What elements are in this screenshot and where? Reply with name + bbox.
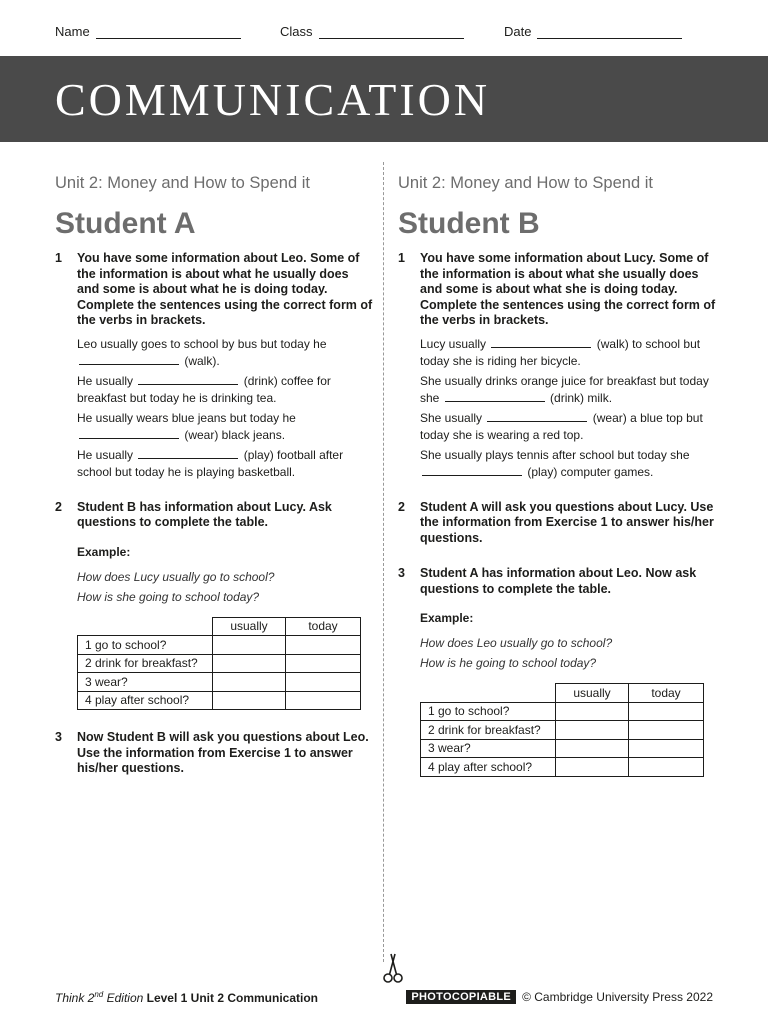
table-row	[421, 721, 704, 740]
exercise-instruction: Student A has information about Leo. Now ask questions to complete the table.	[420, 566, 697, 596]
exercise-instruction: Student B has information about Lucy. Ask questions to complete the table.	[77, 499, 332, 529]
exercise-2	[55, 500, 373, 711]
sentence-text: (wear) black jeans.	[184, 428, 286, 442]
exercise-number: 3	[398, 566, 405, 580]
answer-cell[interactable]	[286, 636, 361, 655]
answer-table	[420, 683, 704, 777]
exercise-1	[398, 251, 716, 482]
row-label: 4 play after school?	[421, 758, 556, 777]
sentence-4	[77, 447, 373, 482]
table-corner	[78, 617, 213, 636]
exercise-3	[55, 730, 373, 777]
table-header-row	[78, 617, 361, 636]
exercise-instruction: You have some information about Lucy. Some of the information is about what she usually does and some is about what she is doing today. Complete the sentences using the correct form of the verbs in brackets.	[420, 251, 716, 327]
example-questions	[77, 567, 373, 607]
sentence-text: (walk).	[184, 354, 220, 368]
example-question: How does Lucy usually go to school?	[77, 569, 275, 584]
sentence-text: He usually	[77, 373, 134, 388]
class-field[interactable]	[280, 24, 464, 39]
exercise-2	[398, 500, 716, 547]
exercise-instruction: You have some information about Leo. Some of the information is about what he usually does and some is about what he is doing today. Complete the sentences using the correct form of the verbs in brackets.	[77, 251, 373, 327]
answer-cell[interactable]	[213, 673, 286, 692]
table-header-row	[421, 684, 704, 703]
answer-blank[interactable]	[445, 390, 545, 402]
answer-cell[interactable]	[213, 654, 286, 673]
answer-cell[interactable]	[556, 721, 629, 740]
answer-blank[interactable]	[422, 464, 522, 476]
exercise-number: 3	[55, 730, 62, 744]
name-line[interactable]	[96, 25, 241, 39]
level-info: Level 1 Unit 2 Communication	[143, 991, 318, 1005]
column-header-today: today	[286, 617, 361, 636]
cut-line	[383, 162, 384, 962]
date-field[interactable]	[504, 24, 682, 39]
sentence-3	[77, 410, 373, 445]
sentence-2	[420, 373, 716, 408]
answer-blank[interactable]	[138, 447, 238, 459]
answer-cell[interactable]	[213, 691, 286, 710]
sentence-1	[420, 336, 716, 371]
exercise-number: 2	[398, 499, 405, 514]
sentence-1	[77, 336, 373, 371]
photocopiable-badge: PHOTOCOPIABLE	[406, 990, 516, 1004]
answer-blank[interactable]	[79, 427, 179, 439]
edition-superscript: nd	[94, 990, 104, 999]
exercise-3	[398, 566, 716, 777]
sentence-text: Lucy usually	[420, 336, 487, 351]
table-row	[421, 702, 704, 721]
column-header-today: today	[629, 684, 704, 703]
table-row	[78, 673, 361, 692]
sentence-3	[420, 410, 716, 445]
example-label: Example:	[420, 611, 474, 625]
example-questions	[420, 633, 716, 673]
sentence-text: (walk) to school but today she is riding her bicycle.	[420, 336, 701, 368]
copyright-text: © Cambridge University Press 2022	[522, 990, 713, 1004]
table-row	[78, 654, 361, 673]
title-banner	[0, 56, 768, 142]
name-label: Name	[55, 24, 90, 39]
row-label: 3 wear?	[78, 673, 213, 692]
answer-blank[interactable]	[491, 336, 591, 348]
student-b-column	[398, 174, 716, 777]
answer-cell[interactable]	[286, 654, 361, 673]
table-row	[78, 691, 361, 710]
sentence-4	[420, 447, 716, 482]
row-label: 1 go to school?	[78, 636, 213, 655]
answer-cell[interactable]	[629, 758, 704, 777]
answer-blank[interactable]	[79, 353, 179, 365]
unit-title: Unit 2: Money and How to Spend it	[55, 174, 310, 192]
sentence-text: She usually plays tennis after school but today she	[420, 447, 690, 462]
date-label: Date	[504, 24, 532, 39]
header-fields	[55, 24, 688, 42]
answer-cell[interactable]	[629, 702, 704, 721]
answer-blank[interactable]	[487, 410, 587, 422]
answer-cell[interactable]	[286, 691, 361, 710]
edition-word: Edition	[103, 991, 144, 1005]
sentence-text: (drink) milk.	[550, 391, 613, 405]
column-header-usually: usually	[213, 617, 286, 636]
book-credit	[55, 990, 318, 1005]
row-label: 3 wear?	[421, 739, 556, 758]
column-header-usually: usually	[556, 684, 629, 703]
row-label: 4 play after school?	[78, 691, 213, 710]
student-heading: Student B	[398, 207, 540, 240]
row-label: 2 drink for breakfast?	[78, 654, 213, 673]
class-line[interactable]	[319, 25, 464, 39]
table-row	[421, 758, 704, 777]
student-heading: Student A	[55, 207, 196, 240]
unit-title: Unit 2: Money and How to Spend it	[398, 174, 653, 192]
answer-cell[interactable]	[286, 673, 361, 692]
example-question: How is he going to school today?	[420, 656, 597, 670]
exercise-instruction: Student A will ask you questions about Lucy. Use the information from Exercise 1 to answer his/her questions.	[420, 499, 714, 545]
sentence-2	[77, 373, 373, 408]
answer-table	[77, 617, 361, 711]
class-label: Class	[280, 24, 313, 39]
exercise-number: 1	[55, 251, 62, 265]
copyright-area	[406, 990, 713, 1004]
row-label: 1 go to school?	[421, 702, 556, 721]
table-row	[78, 636, 361, 655]
answer-cell[interactable]	[629, 721, 704, 740]
student-a-column	[55, 174, 373, 777]
sentence-text: Leo usually goes to school by bus but today he	[77, 336, 327, 351]
sentence-text: (drink) coffee for breakfast but today he is drinking tea.	[77, 373, 331, 405]
example-label: Example:	[77, 544, 131, 559]
sentence-text: (play) football after school but today he is playing basketball.	[77, 447, 344, 479]
book-title: Think 2	[55, 991, 95, 1005]
sentence-text: He usually wears blue jeans but today he	[77, 410, 296, 425]
row-label: 2 drink for breakfast?	[421, 721, 556, 740]
scissors-icon	[382, 952, 404, 984]
answer-cell[interactable]	[556, 702, 629, 721]
sentence-text: He usually	[77, 447, 134, 462]
example-question: How does Leo usually go to school?	[420, 636, 613, 650]
exercise-1	[55, 251, 373, 482]
answer-cell[interactable]	[629, 739, 704, 758]
page-footer	[55, 990, 713, 1006]
answer-cell[interactable]	[556, 739, 629, 758]
page-title: COMMUNICATION	[55, 74, 491, 125]
table-row	[421, 739, 704, 758]
table-corner	[421, 684, 556, 703]
exercise-number: 2	[55, 499, 62, 514]
sentence-text: (wear) a blue top but today she is wearing a red top.	[420, 410, 703, 442]
exercise-instruction: Now Student B will ask you questions about Leo. Use the information from Exercise 1 to answer his/her questions.	[77, 730, 369, 775]
answer-blank[interactable]	[138, 373, 238, 385]
name-field[interactable]	[55, 24, 241, 39]
exercise-number: 1	[398, 251, 405, 265]
sentence-text: She usually	[420, 410, 483, 425]
sentence-text: She usually drinks orange juice for breakfast but today she	[420, 373, 709, 405]
sentence-text: (play) computer games.	[527, 465, 654, 479]
answer-cell[interactable]	[556, 758, 629, 777]
date-line[interactable]	[537, 25, 682, 39]
example-question: How is she going to school today?	[77, 589, 260, 604]
answer-cell[interactable]	[213, 636, 286, 655]
